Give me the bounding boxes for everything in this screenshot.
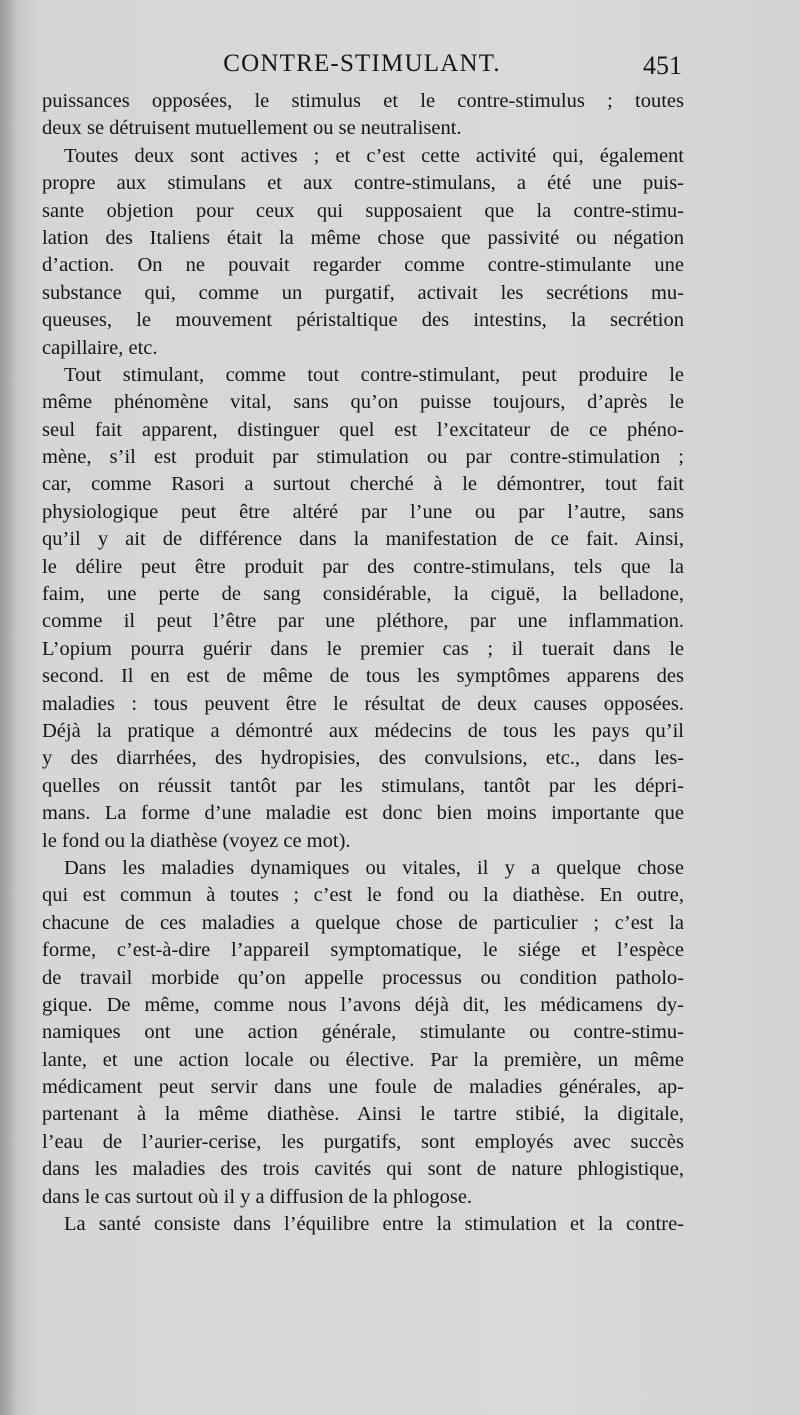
- text-line: médicament peut servir dans une foule de maladies générales, ap-: [42, 1076, 684, 1099]
- text-line: lante, et une action locale ou élective. Par la première, un même: [42, 1048, 684, 1071]
- text-line: L’opium pourra guérir dans le premier cas ; il tuerait dans le: [42, 637, 684, 660]
- text-line: seul fait apparent, distinguer quel est l’excitateur de ce phéno-: [42, 418, 684, 441]
- body-text: [42, 88, 684, 1238]
- text-line: de travail morbide qu’on appelle processus ou condition patholo-: [42, 966, 684, 989]
- text-line: Déjà la pratique a démontré aux médecins de tous les pays qu’il: [42, 719, 684, 742]
- text-line: dans les maladies des trois cavités qui sont de nature phlogistique,: [42, 1158, 684, 1181]
- text-line: forme, c’est-à-dire l’appareil symptomatique, le siége et l’espèce: [42, 939, 684, 962]
- text-line: gique. De même, comme nous l’avons déjà dit, les médicamens dy-: [42, 993, 684, 1016]
- text-line: car, comme Rasori a surtout cherché à le démontrer, tout fait: [42, 473, 684, 496]
- text-line: Tout stimulant, comme tout contre-stimulant, peut produire le: [64, 363, 684, 386]
- text-line: maladies : tous peuvent être le résultat de deux causes opposées.: [42, 692, 684, 715]
- text-line: quelles on réussit tantôt par les stimulans, tantôt par les dépri-: [42, 774, 684, 797]
- text-line: y des diarrhées, des hydropisies, des convulsions, etc., dans les-: [42, 747, 684, 770]
- text-line: puissances opposées, le stimulus et le contre-stimulus ; toutes: [42, 90, 684, 112]
- text-line: substance qui, comme un purgatif, activait les secrétions mu-: [42, 281, 684, 304]
- text-line: mène, s’il est produit par stimulation ou par contre-stimulation ;: [42, 446, 684, 469]
- text-line: faim, une perte de sang considérable, la ciguë, la belladone,: [42, 583, 684, 606]
- text-line: propre aux stimulans et aux contre-stimulans, a été une puis-: [42, 172, 684, 195]
- page-number: 451: [643, 51, 682, 80]
- text-line: Dans les maladies dynamiques ou vitales, il y a quelque chose: [64, 856, 684, 879]
- text-line: queuses, le mouvement péristaltique des intestins, la secrétion: [42, 309, 684, 332]
- text-line: chacune de ces maladies a quelque chose de particulier ; c’est la: [42, 911, 684, 934]
- text-line: capillaire, etc.: [42, 336, 158, 359]
- running-title: CONTRE-STIMULANT.: [223, 50, 501, 77]
- text-line: le délire peut être produit par des contre-stimulans, tels que la: [42, 555, 684, 578]
- text-line: l’eau de l’aurier-cerise, les purgatifs, sont employés avec succès: [42, 1130, 684, 1153]
- text-line: second. Il en est de même de tous les symptômes apparens des: [42, 665, 684, 688]
- text-line: lation des Italiens était la même chose que passivité ou négation: [42, 226, 684, 249]
- text-line: comme il peut l’être par une pléthore, par une inflammation.: [42, 610, 684, 633]
- text-line: La santé consiste dans l’équilibre entre la stimulation et la contre-: [64, 1213, 684, 1236]
- text-line: même phénomène vital, sans qu’on puisse toujours, d’après le: [42, 391, 684, 414]
- text-line: namiques ont une action générale, stimulante ou contre-stimu-: [42, 1021, 684, 1044]
- text-line: deux se détruisent mutuellement ou se neutralisent.: [42, 117, 462, 140]
- text-line: qu’il y ait de différence dans la manifestation de ce fait. Ainsi,: [42, 528, 684, 551]
- text-line: sante objetion pour ceux qui supposaient que la contre-stimu-: [42, 199, 684, 222]
- binding-shadow: [0, 0, 14, 1415]
- text-line: physiologique peut être altéré par l’une ou par l’autre, sans: [42, 500, 684, 523]
- text-line: partenant à la même diathèse. Ainsi le tartre stibié, la digitale,: [42, 1103, 684, 1126]
- text-line: le fond ou la diathèse (voyez ce mot).: [42, 829, 351, 852]
- text-line: qui est commun à toutes ; c’est le fond ou la diathèse. En outre,: [42, 884, 684, 907]
- text-line: Toutes deux sont actives ; et c’est cette activité qui, également: [64, 144, 684, 167]
- page-header: [42, 48, 682, 82]
- text-line: mans. La forme d’une maladie est donc bien moins importante que: [42, 802, 684, 825]
- text-line: dans le cas surtout où il y a diffusion de la phlogose.: [42, 1185, 473, 1208]
- text-line: d’action. On ne pouvait regarder comme contre-stimulante une: [42, 254, 684, 277]
